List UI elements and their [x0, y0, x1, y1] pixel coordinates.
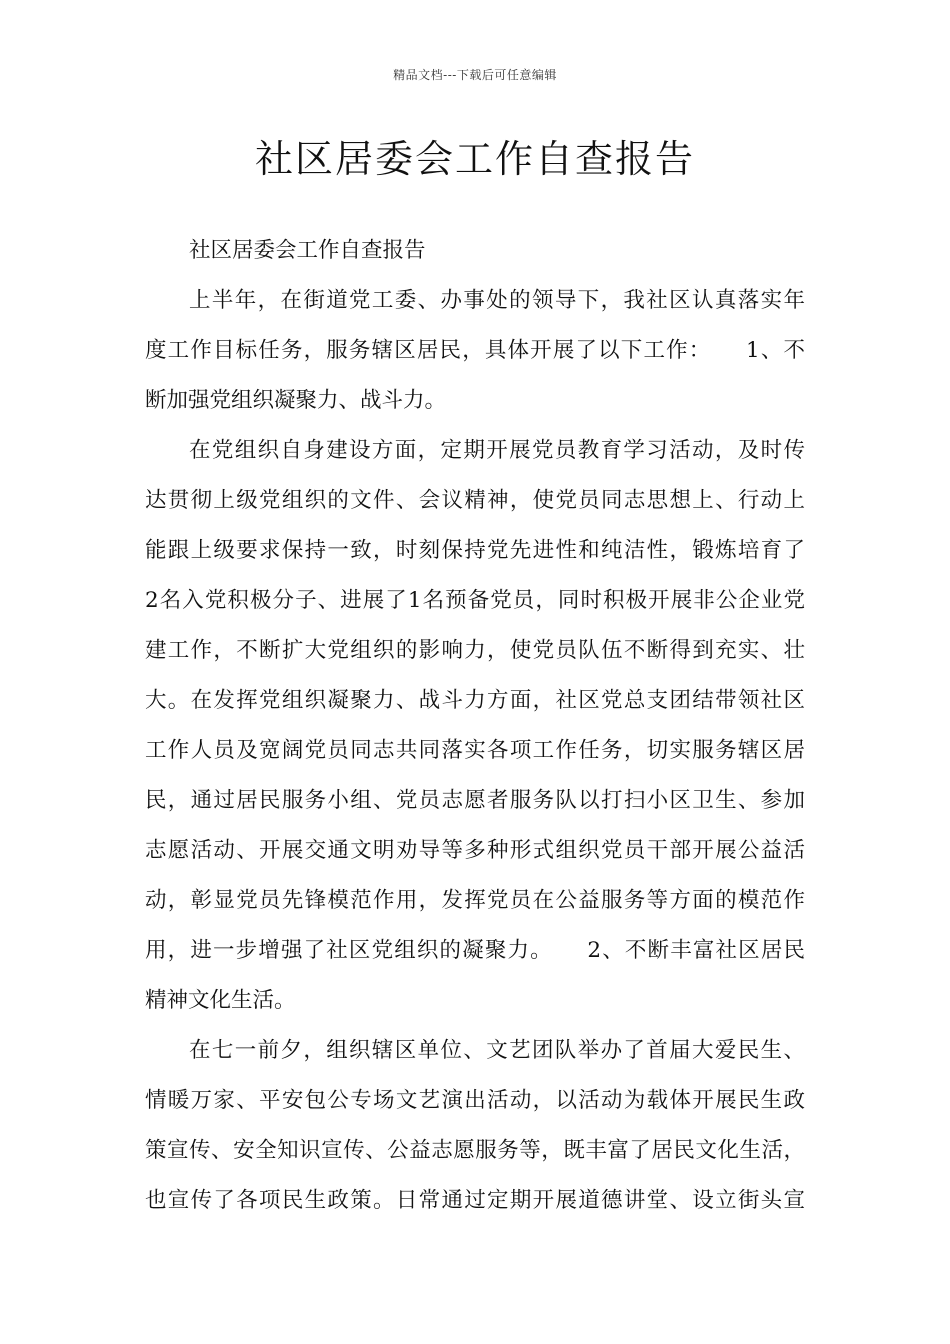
- text-line: 情暖万家、平安包公专场文艺演出活动，以活动为载体开展民生政: [145, 1088, 805, 1113]
- text-line: 志愿活动、开展交通文明劝导等多种形式组织党员干部开展公益活: [145, 838, 805, 863]
- text-line: 大。在发挥党组织凝聚力、战斗力方面，社区党总支团结带领社区: [145, 688, 805, 713]
- text-line: 社区居委会工作自查报告: [189, 238, 426, 263]
- text-line: 上半年，在街道党工委、办事处的领导下，我社区认真落实年: [189, 288, 805, 313]
- header-note: 精品文档---下载后可任意编辑: [393, 68, 557, 82]
- text-line: 断加强党组织凝聚力、战斗力。: [145, 388, 447, 413]
- text-line: 达贯彻上级党组织的文件、会议精神，使党员同志思想上、行动上: [145, 488, 805, 513]
- text-line: 策宣传、安全知识宣传、公益志愿服务等，既丰富了居民文化生活，: [145, 1138, 805, 1163]
- document-body: [145, 226, 805, 1226]
- document-title: 社区居委会工作自查报告: [254, 137, 695, 181]
- text-line: 在七一前夕，组织辖区单位、文艺团队举办了首届大爱民生、: [189, 1038, 805, 1063]
- text-line: 能跟上级要求保持一致，时刻保持党先进性和纯洁性，锻炼培育了: [145, 538, 805, 563]
- text-line: 精神文化生活。: [145, 988, 296, 1013]
- text-line: 民，通过居民服务小组、党员志愿者服务队以打扫小区卫生、参加: [145, 788, 805, 813]
- text-line: 建工作，不断扩大党组织的影响力，使党员队伍不断得到充实、壮: [145, 638, 805, 663]
- text-line: 用，进一步增强了社区党组织的凝聚力。 2、不断丰富社区居民: [145, 938, 805, 963]
- text-line: 在党组织自身建设方面，定期开展党员教育学习活动，及时传: [189, 438, 805, 463]
- text-line: 2名入党积极分子、进展了1名预备党员，同时积极开展非公企业党: [145, 588, 805, 613]
- text-line: 工作人员及宽阔党员同志共同落实各项工作任务，切实服务辖区居: [145, 738, 805, 763]
- text-line: 度工作目标任务，服务辖区居民，具体开展了以下工作： 1、不: [145, 338, 805, 363]
- text-line: 也宣传了各项民生政策。日常通过定期开展道德讲堂、设立街头宣: [145, 1188, 805, 1213]
- text-line: 动，彰显党员先锋模范作用，发挥党员在公益服务等方面的模范作: [145, 888, 805, 913]
